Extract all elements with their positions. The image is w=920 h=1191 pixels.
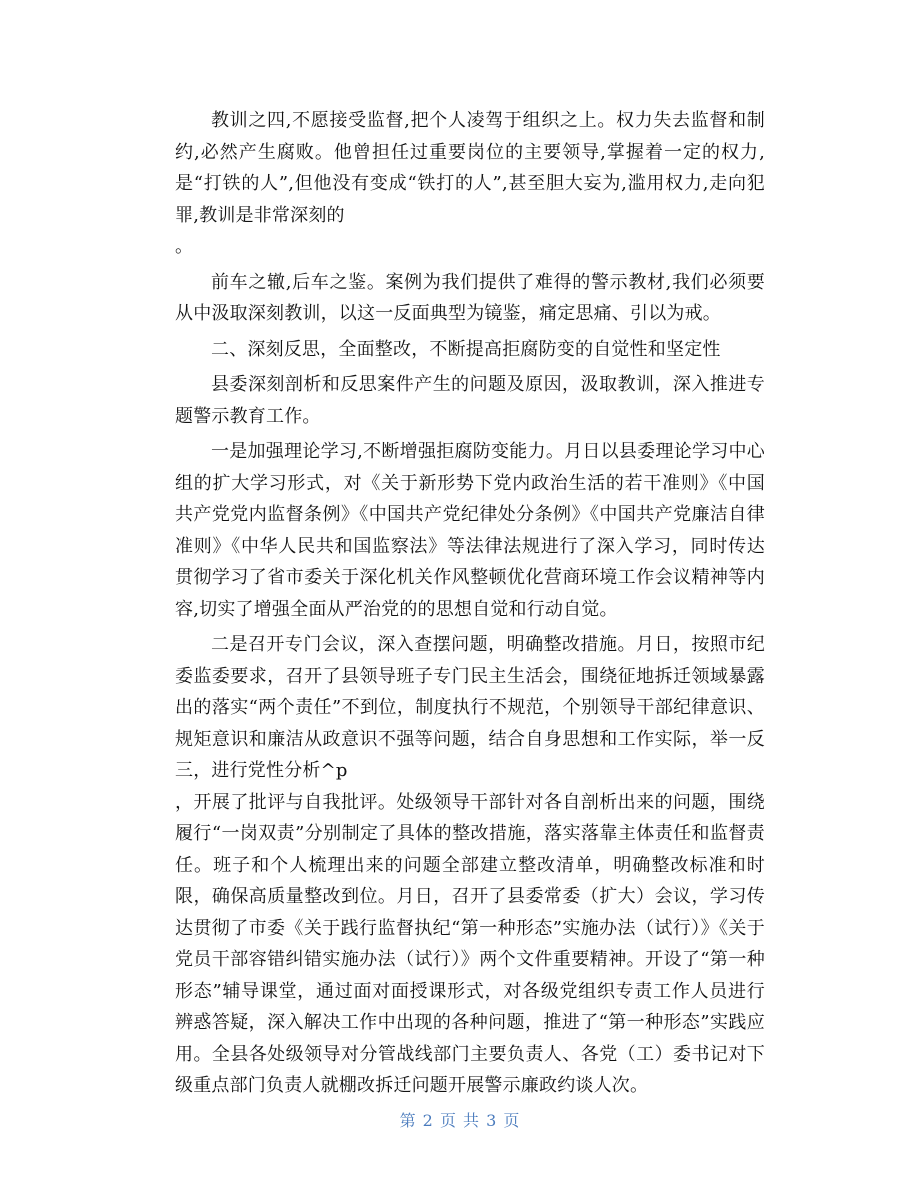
paragraph-special-meeting: 二是召开专门会议，深入查摆问题，明确整改措施。月日，按照市纪委监委要求，召开了县领导班子专门民主生活会，围绕征地拆迁领域暴露出的落实“两个责任”不到位，制度执行不规范，个别领导干部纪律意识、规矩意识和廉洁从政意识不强等问题，结合自身思想和工作实际，举一反三，进行党性分析^p ，开展了批评与自我批评。处级领导干部针对各自剖析出来的问题，围绕履行“一岗双责”分别制定了具体的整改措施，落实落靠主体责任和监督责任。班子和个人梳理出来的问题全部建立整改清单，明确整改标准和时限，确保高质量整改到位。月日，召开了县委常委（扩大）会议，学习传达贯彻了市委《关于践行监督执纪“第一种形态”实施办法（试行）》《关于党员干部容错纠错实施办法（试行）》两个文件重要精神。开设了“第一种形态”辅导课堂，通过面对面授课形式，对各级党组织专责工作人员进行辨惑答疑，深入解决工作中出现的各种问题，推进了“第一种形态”实践应用。全县各处级领导对分管战线部门主要负责人、各党（工）委书记对下级重点部门负责人就棚改拆迁问题开展警示廉政约谈人次。: [175, 634, 765, 1096]
page-number-footer: 第 2 页 共 3 页: [399, 1111, 521, 1130]
document-body: [175, 105, 765, 1102]
paragraph-theory-study: 一是加强理论学习,不断增强拒腐防变能力。月日以县委理论学习中心组的扩大学习形式，对《关于新形势下党内政治生活的若干准则》《中国共产党党内监督条例》《中国共产党纪律处分条例》《中国共产党廉洁自律准则》《中华人民共和国监察法》等法律法规进行了深入学习，同时传达贯彻学习了省市委关于深化机关作风整顿优化营商环境工作会议精神等内容,切实了增强全面从严治党的的思想自觉和行动自觉。: [175, 441, 765, 620]
paragraph-county-reflection: 县委深刻剖析和反思案件产生的问题及原因，汲取教训，深入推进专题警示教育工作。: [175, 374, 765, 427]
paragraph-lesson-summary: 前车之辙,后车之鉴。案例为我们提供了难得的警示教材,我们必须要从中汲取深刻教训，以这一反面典型为镜鉴，痛定思痛、引以为戒。: [175, 271, 765, 324]
paragraph-lesson-four: 教训之四,不愿接受监督,把个人凌驾于组织之上。权力失去监督和制约,必然产生腐败。他曾担任过重要岗位的主要领导,掌握着一定的权力,是“打铁的人”,但他没有变成“铁打的人”,甚至胆大妄为,滥用权力,走向犯罪,教训是非常深刻的 。: [175, 110, 765, 257]
section-heading-two: 二、深刻反思，全面整改，不断提高拒腐防变的自觉性和坚定性: [211, 338, 721, 360]
